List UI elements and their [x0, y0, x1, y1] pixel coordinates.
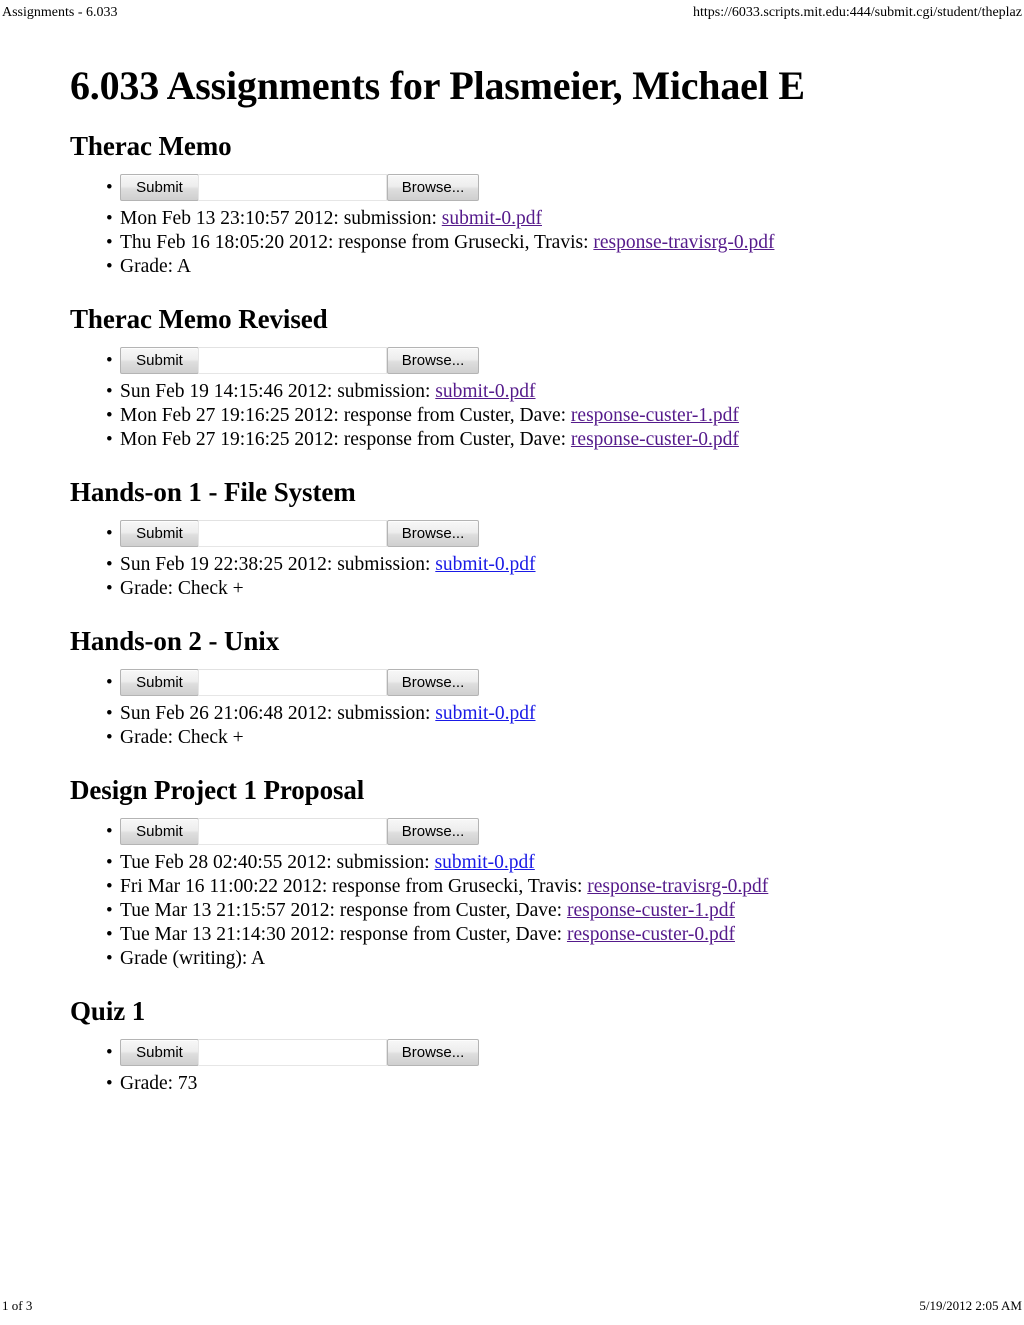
submit-button[interactable]: Submit — [120, 818, 199, 845]
assignment-entry — [70, 553, 960, 577]
assignment-items — [70, 1037, 960, 1096]
assignment-section — [70, 130, 960, 279]
entry-text: Mon Feb 27 19:16:25 2012: response from Custer, Dave: — [120, 429, 571, 450]
assignment-entry — [70, 726, 960, 750]
browse-button[interactable]: Browse... — [387, 818, 479, 845]
document-body — [70, 62, 960, 1120]
submission-form-row — [70, 667, 960, 699]
entry-text: Mon Feb 27 19:16:25 2012: response from Custer, Dave: — [120, 405, 571, 426]
submission-form-row — [70, 816, 960, 848]
assignment-title: Therac Memo — [70, 131, 232, 161]
assignment-entry — [70, 207, 960, 231]
entry-text: Grade: 73 — [120, 1073, 198, 1094]
assignment-items — [70, 816, 960, 971]
assignment-entry — [70, 380, 960, 404]
file-link[interactable]: response-custer-0.pdf — [566, 924, 735, 945]
upload-form — [120, 818, 479, 848]
assignment-entry — [70, 231, 960, 255]
submit-button[interactable]: Submit — [120, 669, 199, 696]
entry-text: Fri Mar 16 11:00:22 2012: response from Grusecki, Travis: — [120, 876, 588, 897]
assignment-title: Hands-on 1 - File System — [70, 477, 356, 507]
browse-button[interactable]: Browse... — [387, 174, 479, 201]
submit-button[interactable]: Submit — [120, 1039, 199, 1066]
upload-form — [120, 520, 479, 550]
assignment-section — [70, 774, 960, 971]
submit-button[interactable]: Submit — [120, 347, 199, 374]
entry-text: Mon Feb 13 23:10:57 2012: submission: — [120, 208, 442, 229]
upload-form — [120, 347, 479, 377]
assignment-items — [70, 667, 960, 750]
print-header-document-title: Assignments - 6.033 — [2, 5, 118, 20]
print-footer-page-number: 1 of 3 — [2, 1298, 33, 1313]
entry-text: Thu Feb 16 18:05:20 2012: response from Grusecki, Travis: — [120, 232, 594, 253]
file-path-input[interactable] — [198, 174, 387, 201]
page-title: 6.033 Assignments for Plasmeier, Michael E — [70, 63, 805, 108]
assignment-entry — [70, 404, 960, 428]
assignment-title: Design Project 1 Proposal — [70, 775, 365, 805]
assignment-entry — [70, 923, 960, 947]
assignment-section — [70, 995, 960, 1096]
assignment-entry — [70, 947, 960, 971]
assignment-entry — [70, 577, 960, 601]
assignment-entry — [70, 255, 960, 279]
assignment-title: Hands-on 2 - Unix — [70, 626, 280, 656]
print-footer — [0, 1297, 1024, 1317]
assignment-title: Quiz 1 — [70, 996, 146, 1026]
browse-button[interactable]: Browse... — [387, 669, 479, 696]
entry-text: Sun Feb 19 22:38:25 2012: submission: — [120, 554, 436, 575]
browse-button[interactable]: Browse... — [387, 1039, 479, 1066]
assignment-entry — [70, 899, 960, 923]
entry-text: Sun Feb 26 21:06:48 2012: submission: — [120, 703, 436, 724]
submit-button[interactable]: Submit — [120, 520, 199, 547]
file-link[interactable]: submit-0.pdf — [435, 554, 536, 575]
entry-text: Grade: A — [120, 256, 191, 277]
submission-form-row — [70, 518, 960, 550]
assignment-section — [70, 625, 960, 750]
file-path-input[interactable] — [198, 669, 387, 696]
print-header-url: https://6033.scripts.mit.edu:444/submit.cgi/student/theplaz — [693, 5, 1022, 20]
file-path-input[interactable] — [198, 1039, 387, 1066]
entry-text: Tue Mar 13 21:15:57 2012: response from Custer, Dave: — [120, 900, 567, 921]
browse-button[interactable]: Browse... — [387, 520, 479, 547]
entry-text: Grade: Check + — [120, 727, 244, 748]
entry-text: Tue Feb 28 02:40:55 2012: submission: — [120, 852, 435, 873]
entry-text: Grade (writing): A — [120, 948, 266, 969]
print-footer-timestamp: 5/19/2012 2:05 AM — [919, 1298, 1022, 1313]
assignment-items — [70, 518, 960, 601]
upload-form — [120, 669, 479, 699]
file-path-input[interactable] — [198, 347, 387, 374]
assignment-title: Therac Memo Revised — [70, 304, 328, 334]
assignment-entry — [70, 428, 960, 452]
upload-form — [120, 174, 479, 204]
entry-text: Sun Feb 19 14:15:46 2012: submission: — [120, 381, 436, 402]
browse-button[interactable]: Browse... — [387, 347, 479, 374]
file-link[interactable]: submit-0.pdf — [441, 208, 542, 229]
entry-text: Grade: Check + — [120, 578, 244, 599]
assignment-entry — [70, 851, 960, 875]
file-link[interactable]: submit-0.pdf — [435, 381, 536, 402]
file-link[interactable]: response-travisrg-0.pdf — [593, 232, 775, 253]
submission-form-row — [70, 1037, 960, 1069]
assignment-items — [70, 172, 960, 279]
assignment-section — [70, 476, 960, 601]
print-header — [0, 4, 1024, 24]
upload-form — [120, 1039, 479, 1069]
file-link[interactable]: submit-0.pdf — [434, 852, 535, 873]
assignment-section — [70, 303, 960, 452]
file-path-input[interactable] — [198, 818, 387, 845]
file-link[interactable]: response-custer-1.pdf — [566, 900, 735, 921]
submission-form-row — [70, 345, 960, 377]
file-link[interactable]: response-travisrg-0.pdf — [587, 876, 769, 897]
file-link[interactable]: response-custer-1.pdf — [570, 405, 739, 426]
assignment-items — [70, 345, 960, 452]
file-link[interactable]: response-custer-0.pdf — [570, 429, 739, 450]
assignment-entry — [70, 1072, 960, 1096]
file-link[interactable]: submit-0.pdf — [435, 703, 536, 724]
submit-button[interactable]: Submit — [120, 174, 199, 201]
file-path-input[interactable] — [198, 520, 387, 547]
assignment-entry — [70, 702, 960, 726]
assignment-list — [70, 130, 960, 1096]
submission-form-row — [70, 172, 960, 204]
assignment-entry — [70, 875, 960, 899]
entry-text: Tue Mar 13 21:14:30 2012: response from Custer, Dave: — [120, 924, 567, 945]
